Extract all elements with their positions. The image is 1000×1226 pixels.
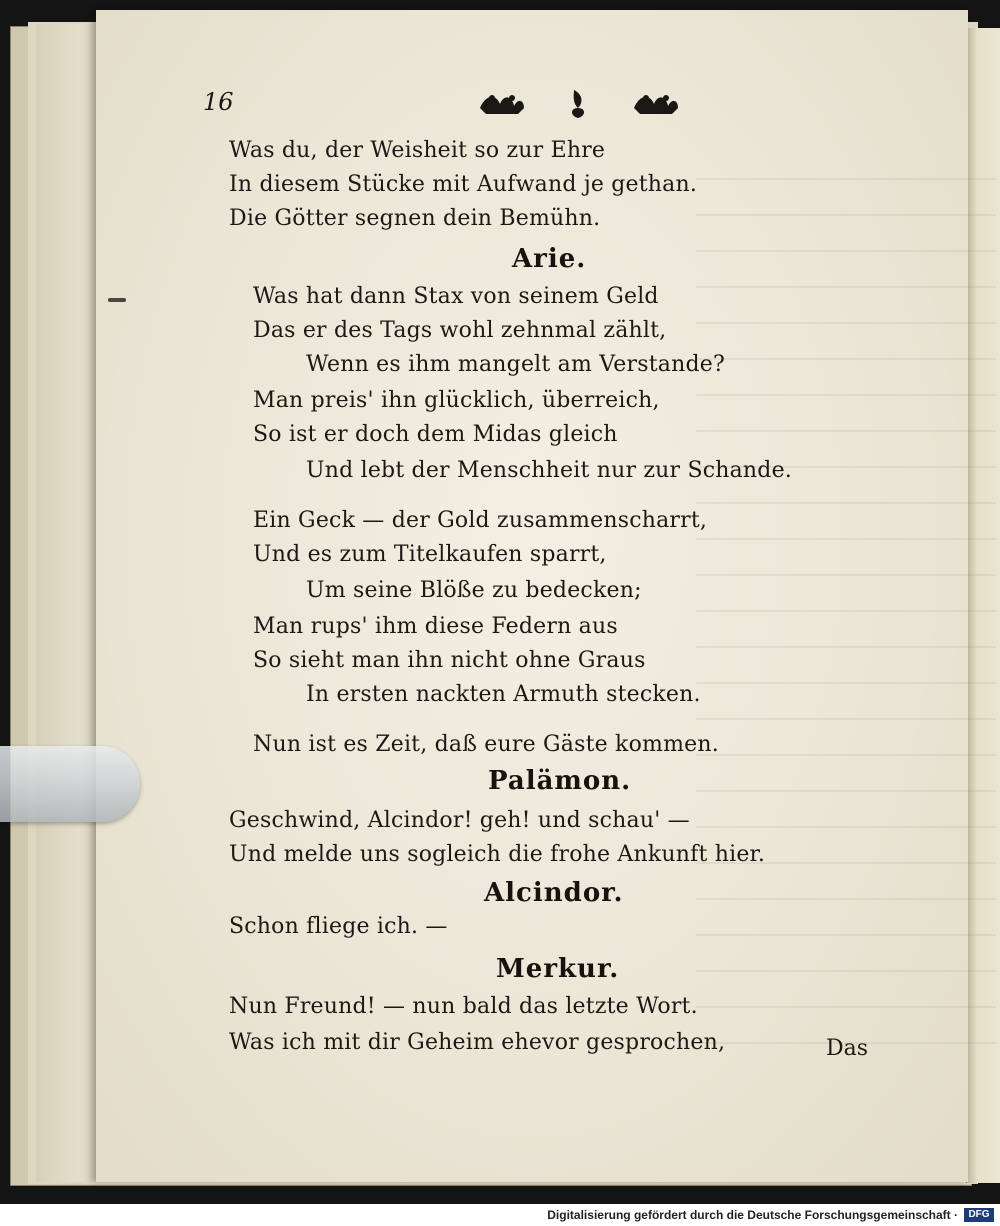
text-line: So ist er doch dem Midas gleich xyxy=(253,422,618,447)
heading-palaemon: Palämon. xyxy=(488,766,632,796)
text-line: Und es zum Titelkaufen sparrt, xyxy=(253,542,607,567)
text-line: Geschwind, Alcindor! geh! und schau' — xyxy=(229,808,690,833)
text-line: Das er des Tags wohl zehnmal zählt, xyxy=(253,318,667,343)
text-line: Nun Freund! — nun bald das letzte Wort. xyxy=(229,994,698,1019)
text-line: Um seine Blöße zu bedecken; xyxy=(306,578,642,603)
text-line: So sieht man ihn nicht ohne Graus xyxy=(253,648,646,673)
ornament-icon xyxy=(478,86,688,120)
text-line: Wenn es ihm mangelt am Verstande? xyxy=(306,352,725,377)
text-line: Und melde uns sogleich die frohe Ankunft hier. xyxy=(229,842,766,867)
page-clip xyxy=(0,746,140,822)
text-line: Was du, der Weisheit so zur Ehre xyxy=(229,138,606,163)
text-line: Und lebt der Menschheit nur zur Schande. xyxy=(306,458,792,483)
text-line: Ein Geck — der Gold zusammenscharrt, xyxy=(253,508,708,533)
dfg-logo: DFG xyxy=(964,1208,994,1222)
text-line: Man preis' ihn glücklich, überreich, xyxy=(253,388,660,413)
text-line: Schon fliege ich. — xyxy=(229,914,448,939)
text-line: In ersten nackten Armuth stecken. xyxy=(306,682,701,707)
footer-bar xyxy=(0,1204,1000,1226)
page-number: 16 xyxy=(203,88,234,116)
heading-arie: Arie. xyxy=(512,244,587,274)
heading-alcindor: Alcindor. xyxy=(484,878,624,908)
funding-credit: Digitalisierung gefördert durch die Deutsche Forschungsgemeinschaft · xyxy=(547,1208,958,1222)
text-line: In diesem Stücke mit Aufwand je gethan. xyxy=(229,172,698,197)
text-line: Die Götter segnen dein Bemühn. xyxy=(229,206,601,231)
margin-mark xyxy=(108,298,126,302)
text-line: Man rups' ihm diese Federn aus xyxy=(253,614,618,639)
facing-page-edge xyxy=(966,28,1000,1183)
show-through-text xyxy=(696,150,996,1050)
text-line: Was hat dann Stax von seinem Geld xyxy=(253,284,659,309)
heading-merkur: Merkur. xyxy=(496,954,620,984)
text-line: Nun ist es Zeit, daß eure Gäste kommen. xyxy=(253,732,719,757)
text-line: Was ich mit dir Geheim ehevor gesprochen, xyxy=(229,1030,726,1055)
catchword: Das xyxy=(826,1036,869,1061)
